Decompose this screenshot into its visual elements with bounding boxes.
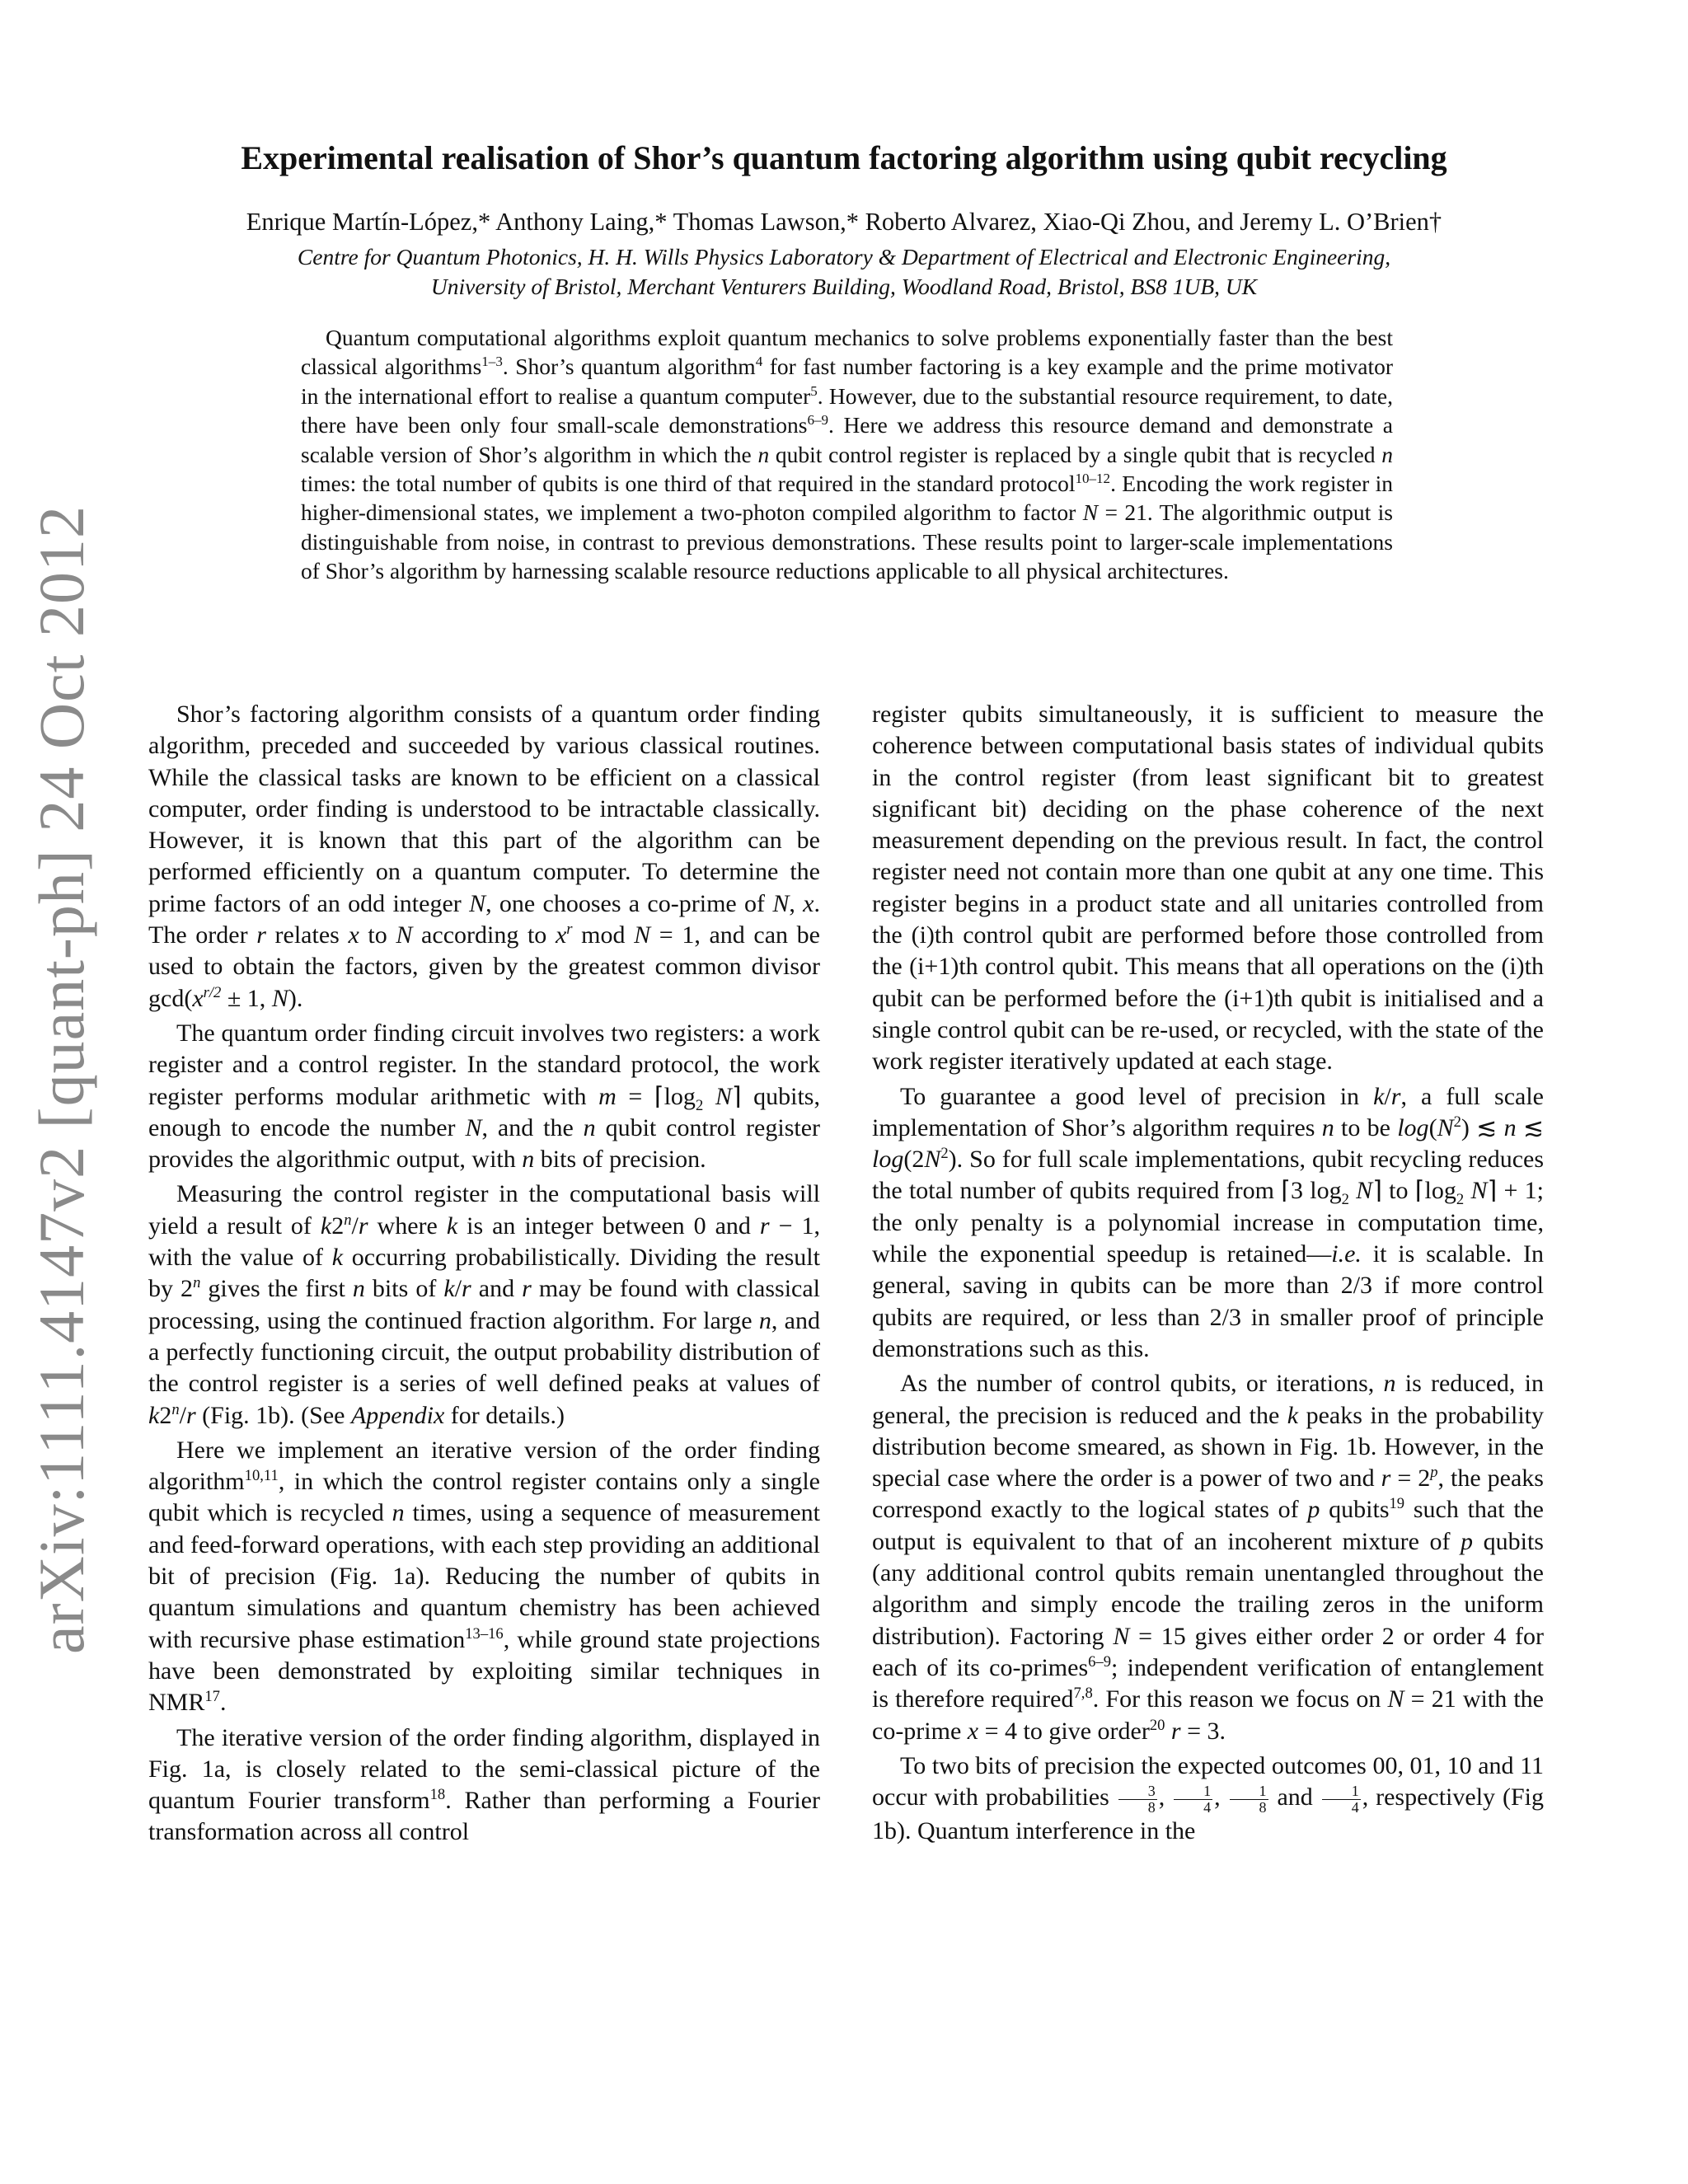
arxiv-id: arXiv:1111.4147v2 [quant-ph] 24 Oct 2012 bbox=[26, 505, 97, 1654]
affiliation-line-2: University of Bristol, Merchant Venturers Building, Woodland Road, Bristol, BS8 1UB, UK bbox=[430, 274, 1258, 299]
body-paragraph: Here we implement an iterative version of the order finding algorithm$^{10,11}$, in which the control register contains only a single qubit which is recycled n times, using a sequence of measurement and feed-forward operations, with each step providing an additional bit of precision (Fig. 1a). Reducing the number of qubits in quantum simulations and quantum chemistry has been achieved with recursive phase estimation$^{13-16}$, while ground state projections have been demonstrated by exploiting similar techniques in NMR$^{17}$. bbox=[148, 1436, 820, 1717]
body-column-left bbox=[148, 699, 820, 1852]
body-paragraph: Shor’s factoring algorithm consists of a quantum order finding algorithm, preceded and succeeded by various classical routines. While the classical tasks are known to be efficient on a classical computer, order finding is understood to be intractable classically. However, it is known that this part of the algorithm can be performed efficiently on a quantum computer. To determine the prime factors of an odd integer N, one chooses a co-prime of N, x. The order r relates x to N according to $x^r$ mod N = 1, and can be used to obtain the factors, given by the greatest common divisor $\gcd(x^{r/2} \pm 1$, N). bbox=[148, 701, 820, 1012]
body-column-right bbox=[872, 699, 1544, 1850]
body-paragraph: Measuring the control register in the computational basis will yield a result of k2$^n$/r where k is an integer between 0 and r − 1, with the value of k occurring probabilistically. Dividing the result by 2$^n$ gives the first n bits of k/r and r may be found with classical processing, using the continued fraction algorithm. For large n, and a perfectly functioning circuit, the output probability distribution of the control register is a series of well defined peaks at values of k2$^n$/r (Fig. 1b). (See Appendix for details.) bbox=[148, 1180, 821, 1429]
body-paragraph: The quantum order finding circuit involves two registers: a work register and a control register. In the standard protocol, the work register performs modular arithmetic with $m = ⌈\log_2$ N⌉ qubits, enough to encode the number N, and the n qubit control register provides the algorithmic output, with n bits of precision. bbox=[148, 1019, 821, 1174]
abstract bbox=[301, 323, 1393, 586]
body-paragraph: The iterative version of the order finding algorithm, displayed in Fig. 1a, is closely related to the semi-classical picture of the quantum Fourier transform$^{18}$. Rather than performing a Fourier transformation across all control bbox=[148, 1723, 821, 1846]
affiliation-line-1: Centre for Quantum Photonics, H. H. Wills Physics Laboratory & Department of Electrical and Electronic Engineering, bbox=[297, 244, 1391, 269]
fraction: $\frac{1}{4}$ bbox=[1174, 1783, 1212, 1816]
author-list: Enrique Martín-López,* Anthony Laing,* Thomas Lawson,* Roberto Alvarez, Xiao-Qi Zhou, and Jeremy L. O’Brien† bbox=[246, 208, 1442, 236]
arxiv-identifier-margin bbox=[25, 505, 99, 1654]
body-paragraph: To guarantee a good level of precision in k/r, a full scale implementation of Shor’s algorithm requires n to be $\log(N^2)$ ≲ n ≲ $\log(2N^2)$. So for full scale implementations, qubit recycling reduces the total number of qubits required from ⌈3 $\log_2$ N⌉ to $⌈\log_2$ N⌉ + 1; the only penalty is a polynomial increase in computation time, while the exponential speedup is retained—i.e. it is scalable. In general, saving in qubits can be more than 2/3 if more control qubits are required, or less than 2/3 in smaller proof of principle demonstrations such as this. bbox=[872, 1082, 1545, 1362]
body-paragraph: To two bits of precision the expected outcomes 00, 01, 10 and 11 occur with probabilities $\frac{3}{8}$ , $\frac{1}{4}$ , $\frac{1}{8}$ and $\frac{1}{4}$ , respectively (Fig 1b). Quantum interference in the bbox=[872, 1751, 1544, 1844]
fraction: $\frac{1}{4}$ bbox=[1322, 1783, 1361, 1816]
body-paragraph: As the number of control qubits, or iterations, n is reduced, in general, the precision is reduced and the k peaks in the probability distribution become smeared, as shown in Fig. 1b. However, in the special case where the order is a power of two and $r = 2^p$, the peaks correspond exactly to the logical states of p qubits$^{19}$ such that the output is equivalent to that of an incoherent mixture of p qubits (any additional control qubits remain unentangled throughout the algorithm and simply encode the trailing zeros in the uniform distribution). Factoring N = 15 gives either order 2 or order 4 for each of its co-primes$^{6-9}$; independent verification of entanglement is therefore required$^{7,8}$. For this reason we focus on N = 21 with the co-prime x = 4 to give order$^{20}$ r = 3. bbox=[872, 1370, 1545, 1745]
paper-title: Experimental realisation of Shor’s quantum factoring algorithm using qubit recycling bbox=[241, 139, 1447, 176]
abstract-paragraph: Quantum computational algorithms exploit quantum mechanics to solve problems exponentially faster than the best classical algorithms$^{1-3}$. Shor’s quantum algorithm$^4$ for fast number factoring is a key example and the prime motivator in the international effort to realise a quantum computer$^5$. However, due to the substantial resource requirement, to date, there have been only four small-scale demonstrations$^{6-9}$. Here we address this resource demand and demonstrate a scalable version of Shor’s algorithm in which the n qubit control register is replaced by a single qubit that is recycled n times: the total number of qubits is one third of that required in the standard protocol$^{10-12}$. Encoding the work register in higher-dimensional states, we implement a two-photon compiled algorithm to factor N = 21. The algorithmic output is distinguishable from noise, in contrast to previous demonstrations. These results point to larger-scale implementations of Shor’s algorithm by harnessing scalable resource reductions applicable to all physical architectures. bbox=[301, 325, 1393, 584]
fraction: $\frac{3}{8}$ bbox=[1118, 1783, 1157, 1816]
body-paragraph: register qubits simultaneously, it is sufficient to measure the coherence between computational basis states of individual qubits in the control register (from least significant bit to greatest significant bit) deciding on the phase coherence of the next measurement depending on the previous result. In fact, the control register need not contain more than one qubit at any one time. This register begins in a product state and all unitaries controlled from the (i)th control qubit are performed before those controlled from the (i+1)th control qubit. This means that all operations on the (i)th qubit can be performed before the (i+1)th qubit is initialised and a single control qubit can be re-used, or recycled, with the state of the work register iteratively updated at each stage. bbox=[872, 701, 1544, 1076]
affiliation bbox=[0, 242, 1688, 302]
fraction: $\frac{1}{8}$ bbox=[1230, 1783, 1268, 1816]
